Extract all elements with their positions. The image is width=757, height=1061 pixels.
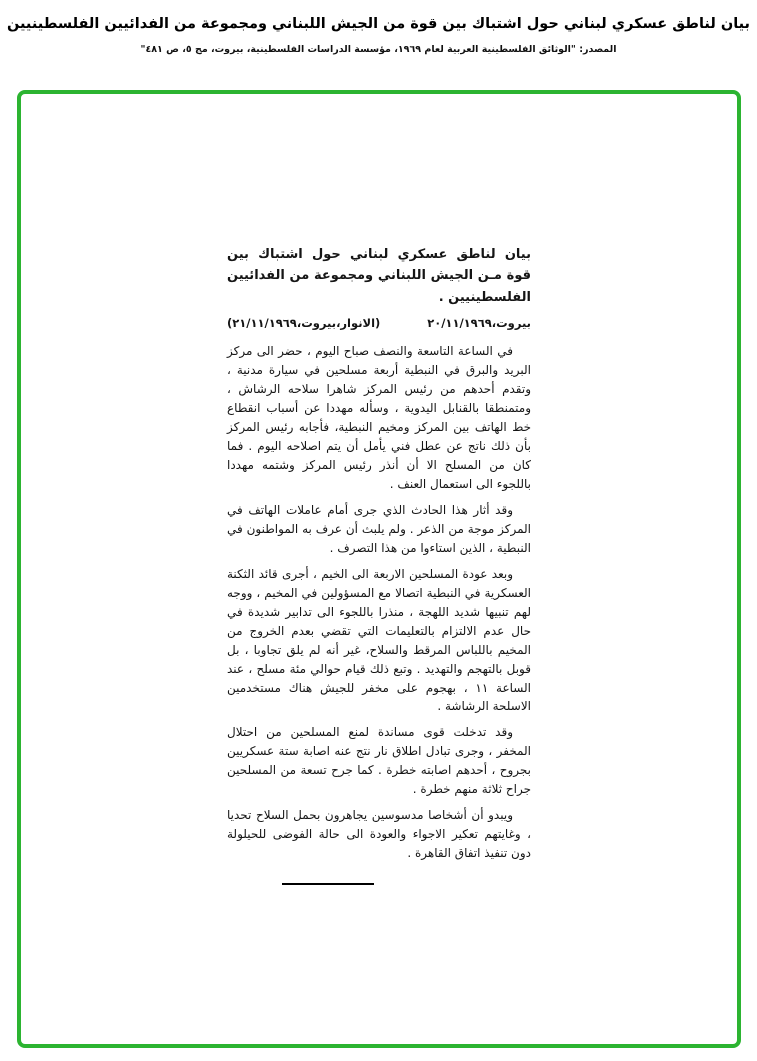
dateline-place-date: بيروت،٢٠/١١/١٩٦٩ [427, 316, 531, 331]
document-heading: بيان لناطق عسكري لبناني حول اشتباك بين قوة مـن الجيش اللبناني ومجموعة من الفدائيين الفلسطينيين . [227, 247, 531, 305]
paragraph: ويبدو أن أشخاصا مدسوسين يجاهرون بحمل السلاح تحديا ، وغايتهم تعكير الاجواء والعودة الى حالة الفوضى للحيلولة دون تنفيذ اتفاق القاهرة . [227, 808, 531, 861]
paragraph: وبعد عودة المسلحين الاربعة الى الخيم ، أجرى قائد الثكنة العسكرية في النبطية اتصالا مع المسؤولين في المخيم ، ووجه لهم تنبيها شديد اللهجة ، منذرا باللجوء الى تدابير شديدة في حال عدم الالتزام بالتعليمات التي تقضي بعدم الخروج من المخيم باللباس المرقط والسلاح، غير أنه لم يلق تجاوبا ، بل قوبل بالتهجم والتهديد . وتبع ذلك قيام حوالي مئة مسلح ، عند الساعة ١١ ، بهجوم على مخفر للجيش هناك مستخدمين الاسلحة الرشاشة . [227, 566, 531, 714]
dateline-row [227, 316, 531, 330]
paragraph: وقد تدخلت قوى مساندة لمنع المسلحين من احتلال المخفر ، وجرى تبادل اطلاق نار نتج عنه اصابة ستة عسكريين بجروح ، أحدهم اصابته خطرة . كما جرح تسعة من المسلحين جراح ثلاثة منهم خطرة . [227, 725, 531, 797]
paragraph: في الساعة التاسعة والنصف صباح اليوم ، حضر الى مركز البريد والبرق في النبطية أربعة مسلحين في سيارة مدنية ، وتقدم أحدهم من رئيس المركز شاهرا سلاحه الرشاش ، ومتمنطقا بالقنابل اليدوية ، وسأله مهددا عن أسباب انقطاع خط الهاتف بين المركز ومخيم النبطية، فأجابه رئيس المركز بأن ذلك ناتج عن عطل فني يأمل أن يتم اصلاحه اليوم . فما كان من المسلح الا أن أنذر رئيس المركز وشتمه مهددا باللجوء الى استعمال العنف . [227, 344, 531, 491]
scanned-page-frame [17, 90, 741, 1048]
document-text-column [227, 244, 531, 885]
top-header [0, 0, 757, 55]
document-main-title: بيان لناطق عسكري لبناني حول اشتباك بين قوة من الجيش اللبناني ومجموعة من الفدائيين الفلسطينيين [6, 16, 751, 32]
dateline-source-reference: (الانوار،بيروت،٢١/١١/١٩٦٩) [227, 316, 381, 331]
source-citation: المصدر: "الوثائق الفلسطينية العربية لعام ١٩٦٩، مؤسسة الدراسات الفلسطينية، بيروت، مج ٥، ص ٤٨١" [140, 44, 617, 55]
end-rule-divider [282, 883, 374, 885]
paragraph: وقد أثار هذا الحادث الذي جرى أمام عاملات الهاتف في المركز موجة من الذعر . ولم يلبث أن عرف به المواطنون في النبطية ، الذين استاءوا من هذا التصرف . [227, 502, 531, 555]
